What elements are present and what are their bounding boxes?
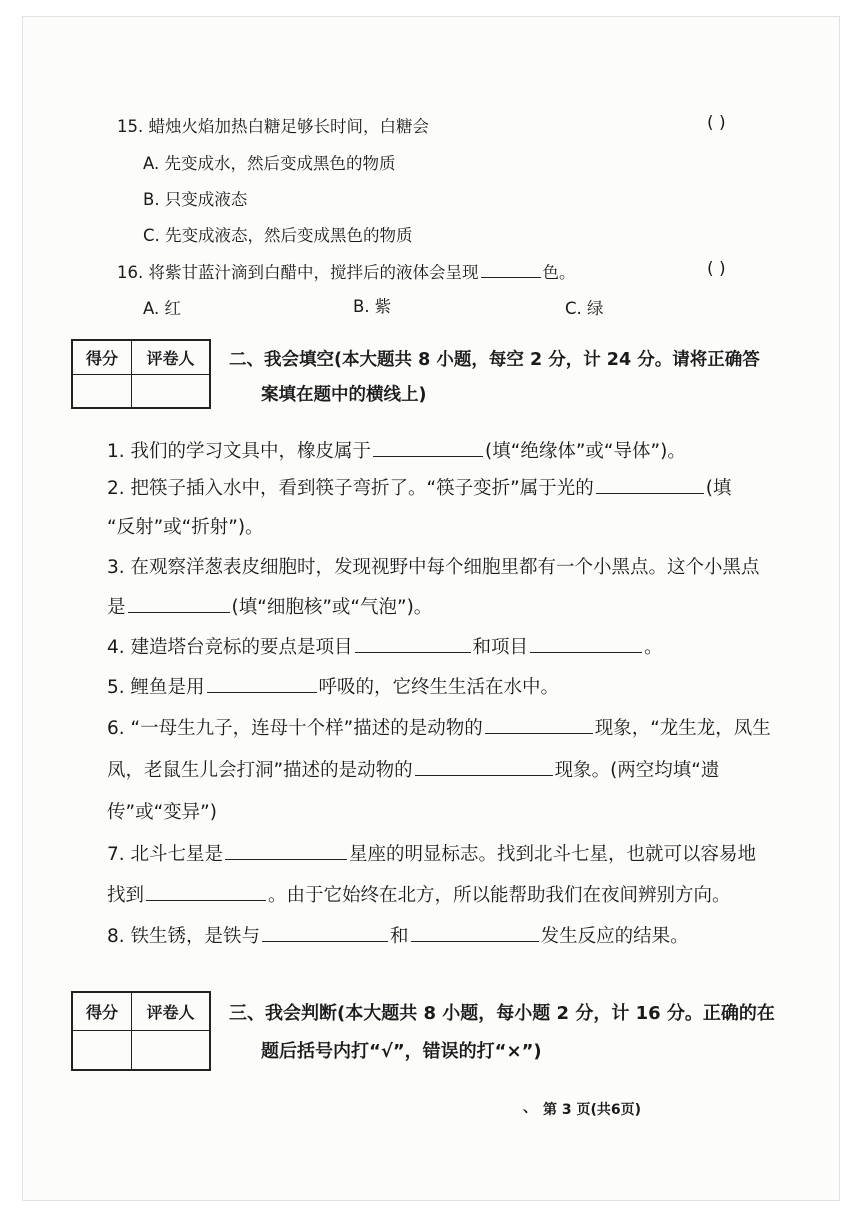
exam-page bbox=[22, 16, 840, 1201]
fill-q6-post2: 现象。(两空均填“遗 bbox=[554, 760, 720, 781]
question-15-option-a: A. 先变成水，然后变成黑色的物质 bbox=[143, 154, 396, 173]
fill-q6-pre: 6. “一母生九子，连母十个样”描述的是动物的 bbox=[107, 718, 483, 739]
score-box-grader-header: 评卷人 bbox=[132, 992, 211, 1030]
question-16-stem-post: 色。 bbox=[542, 263, 576, 282]
fill-q1-post: (填“绝缘体”或“导体”)。 bbox=[485, 441, 686, 462]
fill-q2-blank bbox=[596, 492, 704, 494]
section-3-title-line1: 三、我会判断(本大题共 8 小题，每小题 2 分，计 16 分。正确的在 bbox=[229, 1003, 775, 1024]
fill-q8-blank-2 bbox=[411, 940, 539, 942]
question-16-answer-paren: ( ) bbox=[707, 259, 726, 279]
score-box-score-header: 得分 bbox=[72, 340, 132, 374]
fill-question-2-line2: “反射”或“折射”)。 bbox=[107, 517, 264, 538]
fill-question-3-line2 bbox=[107, 593, 432, 619]
question-15-stem: 15. 蜡烛火焰加热白糖足够长时间，白糖会 bbox=[117, 117, 429, 136]
score-box-grader-cell bbox=[132, 374, 211, 408]
question-15-option-c: C. 先变成液态，然后变成黑色的物质 bbox=[143, 226, 413, 245]
fill-q1-blank bbox=[373, 455, 483, 457]
fill-q3-pre: 是 bbox=[107, 597, 126, 618]
fill-question-7-line1 bbox=[107, 840, 756, 866]
fill-q3-blank bbox=[128, 611, 230, 613]
fill-question-6-line1 bbox=[107, 714, 771, 740]
section-2-score-box bbox=[71, 339, 211, 409]
fill-q7-post: 星座的明显标志。找到北斗七星，也就可以容易地 bbox=[349, 844, 757, 865]
fill-q2-post: (填 bbox=[705, 478, 732, 499]
fill-question-4 bbox=[107, 633, 663, 659]
question-16-stem bbox=[117, 259, 576, 283]
section-2-title-line2: 案填在题中的横线上) bbox=[261, 385, 427, 405]
fill-q3-post: (填“细胞核”或“气泡”)。 bbox=[231, 597, 433, 618]
section-3-score-box bbox=[71, 991, 211, 1071]
fill-question-6-line3: 传”或“变异”) bbox=[107, 802, 217, 823]
fill-q6-blank-1 bbox=[485, 732, 593, 734]
page-number: 第 3 页(共6页) bbox=[543, 1102, 642, 1118]
fill-q4-post: 。 bbox=[644, 637, 663, 658]
score-box-grader-cell bbox=[132, 1030, 211, 1070]
fill-question-2 bbox=[107, 474, 731, 500]
fill-question-8 bbox=[107, 922, 689, 948]
fill-q7-post2: 。由于它始终在北方，所以能帮助我们在夜间辨别方向。 bbox=[268, 885, 731, 906]
section-2-title-line1: 二、我会填空(本大题共 8 小题，每空 2 分，计 24 分。请将正确答 bbox=[229, 350, 760, 370]
fill-q8-mid: 和 bbox=[390, 926, 409, 947]
question-16-blank bbox=[481, 276, 541, 278]
question-16-option-b: B. 紫 bbox=[353, 297, 392, 316]
fill-q7-pre: 7. 北斗七星是 bbox=[107, 844, 224, 865]
fill-question-5 bbox=[107, 673, 559, 699]
fill-q4-blank-2 bbox=[530, 651, 642, 653]
question-16-option-a: A. 红 bbox=[143, 299, 181, 318]
question-16-option-c: C. 绿 bbox=[565, 299, 604, 318]
fill-question-3-line1: 3. 在观察洋葱表皮细胞时，发现视野中每个细胞里都有一个小黑点。这个小黑点 bbox=[107, 557, 760, 578]
question-15-option-b: B. 只变成液态 bbox=[143, 190, 248, 209]
footer-tick-mark: 、 bbox=[523, 1100, 537, 1116]
score-box-score-cell bbox=[72, 1030, 132, 1070]
score-box-grader-header: 评卷人 bbox=[132, 340, 211, 374]
fill-q1-pre: 1. 我们的学习文具中，橡皮属于 bbox=[107, 441, 372, 462]
fill-q7-blank-2 bbox=[146, 899, 266, 901]
fill-q7-blank-1 bbox=[225, 858, 347, 860]
fill-q4-blank-1 bbox=[355, 651, 471, 653]
fill-question-7-line2 bbox=[107, 881, 731, 907]
section-3-title-line2: 题后括号内打“√”，错误的打“×”) bbox=[261, 1041, 542, 1062]
fill-q5-pre: 5. 鲤鱼是用 bbox=[107, 677, 205, 698]
fill-q5-post: 呼吸的，它终生生活在水中。 bbox=[318, 677, 560, 698]
fill-q6-blank-2 bbox=[415, 774, 553, 776]
score-box-score-cell bbox=[72, 374, 132, 408]
fill-q7-pre2: 找到 bbox=[107, 885, 145, 906]
fill-q5-blank bbox=[207, 691, 317, 693]
fill-q4-pre: 4. 建造塔台竞标的要点是项目 bbox=[107, 637, 353, 658]
fill-q6-post: 现象，“龙生龙，凤生 bbox=[594, 718, 771, 739]
question-15-answer-paren: ( ) bbox=[707, 113, 726, 133]
fill-q6-pre2: 凤，老鼠生儿会打洞”描述的是动物的 bbox=[107, 760, 413, 781]
fill-q8-post: 发生反应的结果。 bbox=[540, 926, 689, 947]
question-16-stem-pre: 16. 将紫甘蓝汁滴到白醋中，搅拌后的液体会呈现 bbox=[117, 263, 479, 282]
fill-question-1 bbox=[107, 437, 686, 463]
fill-question-6-line2 bbox=[107, 756, 719, 782]
fill-q2-pre: 2. 把筷子插入水中，看到筷子弯折了。“筷子变折”属于光的 bbox=[107, 478, 594, 499]
fill-q8-pre: 8. 铁生锈，是铁与 bbox=[107, 926, 261, 947]
fill-q8-blank-1 bbox=[262, 940, 388, 942]
fill-q4-mid: 和项目 bbox=[472, 637, 529, 658]
score-box-score-header: 得分 bbox=[72, 992, 132, 1030]
